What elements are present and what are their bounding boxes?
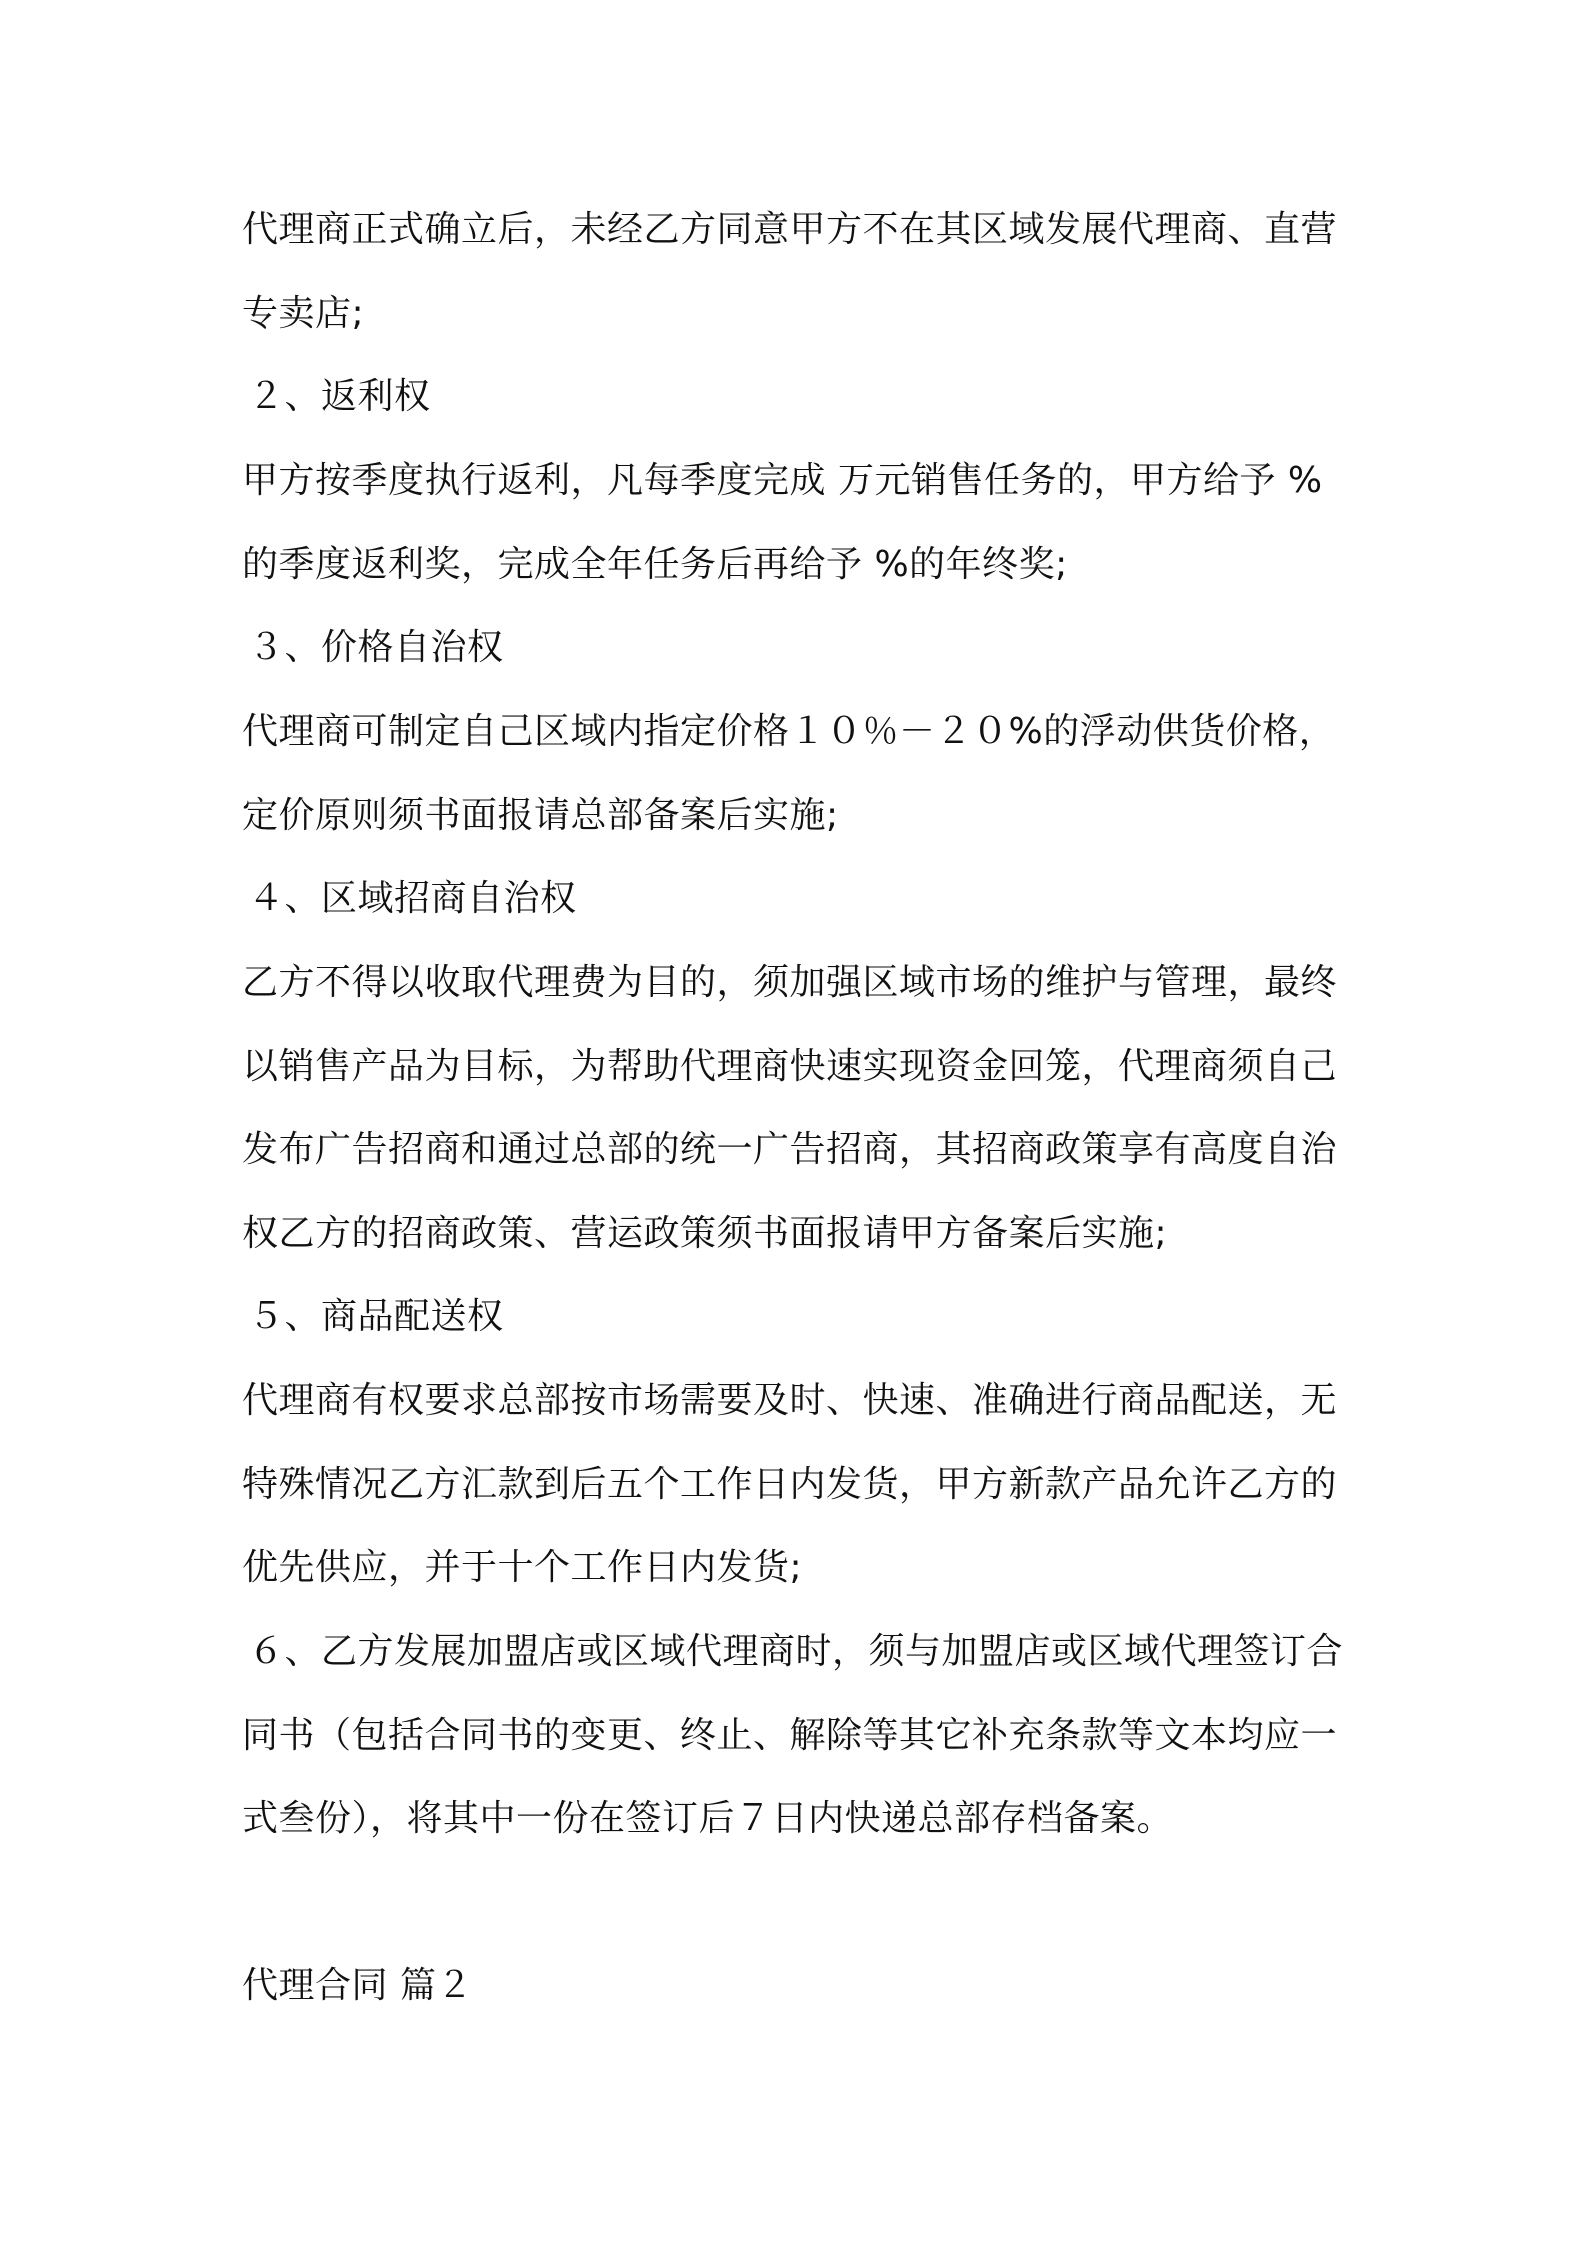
paragraph-line: 专卖店; xyxy=(242,293,365,334)
paragraph-line: 的季度返利奖，完成全年任务后再给予 %的年终奖; xyxy=(242,544,1068,585)
paragraph-line: 代理商有权要求总部按市场需要及时、快速、准确进行商品配送，无 xyxy=(242,1380,1338,1421)
paragraph-line: 同书（包括合同书的变更、终止、解除等其它补充条款等文本均应一 xyxy=(242,1715,1338,1756)
paragraph-line: 发布广告招商和通过总部的统一广告招商，其招商政策享有高度自治 xyxy=(242,1129,1338,1170)
paragraph-line: 特殊情况乙方汇款到后五个工作日内发货，甲方新款产品允许乙方的 xyxy=(242,1464,1338,1505)
paragraph-line: 代理商可制定自己区域内指定价格１０％－２０%的浮动供货价格， xyxy=(242,711,1336,752)
section-heading: ２、返利权 xyxy=(248,376,431,417)
section-heading: ６、乙方发展加盟店或区域代理商时，须与加盟店或区域代理签订合 xyxy=(248,1631,1344,1672)
paragraph-line: 权乙方的招商政策、营运政策须书面报请甲方备案后实施; xyxy=(242,1213,1168,1254)
section-heading: ５、商品配送权 xyxy=(248,1296,504,1337)
paragraph-line: 定价原则须书面报请总部备案后实施; xyxy=(242,795,839,836)
section-heading: ４、区域招商自治权 xyxy=(248,878,577,919)
paragraph-line: 式叁份），将其中一份在签订后７日内快递总部存档备案。 xyxy=(242,1798,1174,1839)
chapter-title: 代理合同 篇２ xyxy=(242,1965,473,2006)
paragraph-line: 代理商正式确立后，未经乙方同意甲方不在其区域发展代理商、直营 xyxy=(242,209,1338,250)
paragraph-line: 乙方不得以收取代理费为目的，须加强区域市场的维护与管理，最终 xyxy=(242,962,1338,1003)
paragraph-line: 以销售产品为目标，为帮助代理商快速实现资金回笼，代理商须自己 xyxy=(242,1046,1338,1087)
section-heading: ３、价格自治权 xyxy=(248,627,504,668)
paragraph-line: 甲方按季度执行返利，凡每季度完成 万元销售任务的，甲方给予 % xyxy=(242,460,1323,501)
paragraph-line: 优先供应，并于十个工作日内发货; xyxy=(242,1547,803,1588)
